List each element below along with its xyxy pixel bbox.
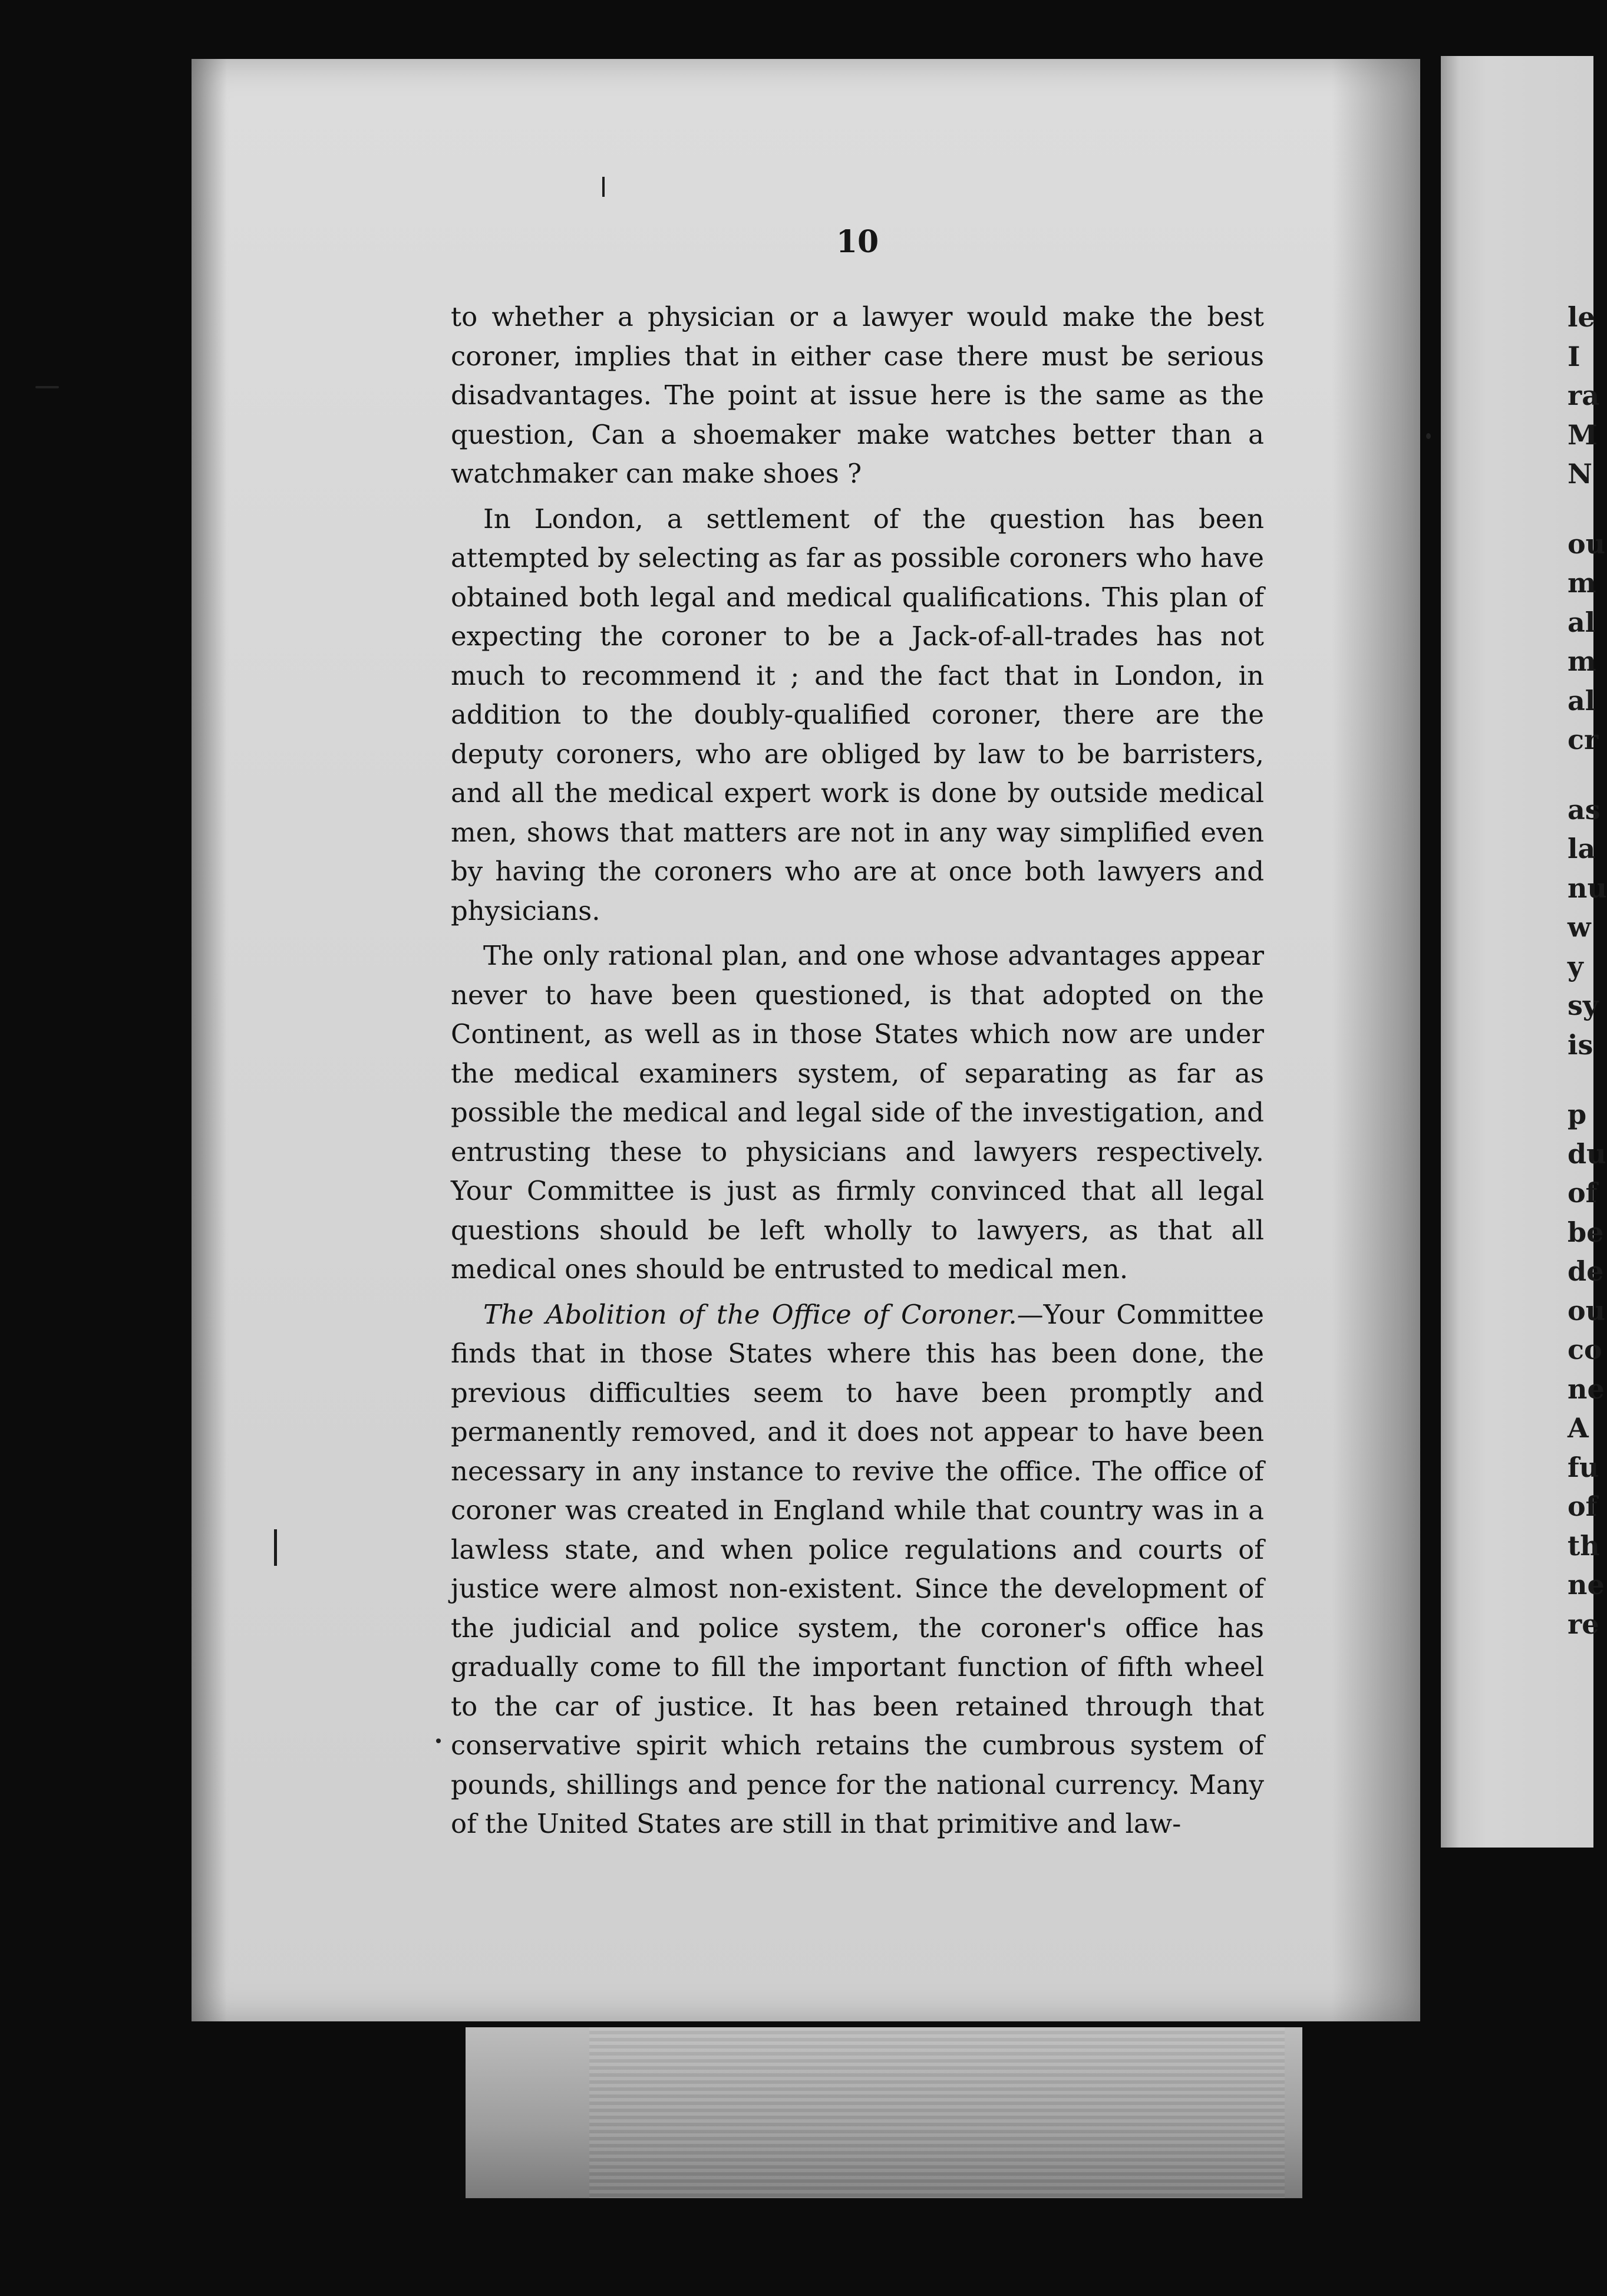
margin-mark [274,1529,277,1566]
paragraph-spacer [451,494,1264,500]
page-gutter-shadow [192,59,227,2021]
margin-mark [602,177,605,197]
facing-page-fragment: A [1568,1412,1589,1444]
facing-page-fragment: le [1568,301,1595,333]
facing-page-text-fragments [1568,298,1607,1644]
facing-page-fragment: M [1568,418,1598,451]
facing-page-fragment: y [1568,950,1583,982]
paragraph-2: In London, a settlement of the question has been attempted by selecting as far as possible coroners who have obtained both legal and medical qualifications. This plan of expecting the coroner to be a Jack-of-all-trades has not much to recommend it ; and the fact that in London, in addition to the doubly-qualified coroner, there are the deputy coroners, who are obliged by law to be barristers, and all the medical expert work is done by outside medical men, shows that matters are not in any way simplified even by having the coroners who are at once both lawyers and physicians. [451,503,1264,926]
facing-page-fragment: du [1568,1137,1606,1170]
facing-page-fragment: re [1568,1608,1599,1640]
scan-speck [436,1739,441,1743]
facing-page-fragment: al [1568,606,1596,638]
facing-page-fragment: ou [1568,527,1606,560]
facing-page-fragment: la [1568,833,1596,865]
facing-page-fragment: al [1568,684,1596,717]
facing-page-fragment: ne [1568,1373,1605,1405]
book-bottom-edge-pages [589,2027,1285,2198]
facing-page-fragment: ou [1568,1294,1606,1327]
paragraph-spacer [451,931,1264,936]
page-edge-shadow [1332,59,1420,2021]
facing-page-fragment: sy [1568,989,1599,1021]
facing-page-fragment: p [1568,1098,1587,1130]
facing-page-fragment: is [1568,1028,1593,1061]
scan-speck [35,386,59,388]
facing-page-fragment: I [1568,340,1580,372]
facing-page-fragment: de [1568,1255,1604,1287]
scan-speck [1426,433,1431,439]
facing-page-fragment: as [1568,793,1601,826]
facing-page-fragment: ra [1568,380,1600,411]
facing-page-fragment: cr [1568,724,1599,756]
facing-page-fragment: th [1568,1529,1600,1562]
body-text [451,298,1264,1844]
facing-page-fragment: m [1568,567,1596,599]
facing-page-fragment: fu [1568,1451,1599,1483]
facing-page-fragment: ne [1568,1569,1605,1601]
paragraph-1: to whether a physician or a lawyer would make the best coroner, implies that in either case there must be serious disadvantages. The point at issue here is the same as the question, Can a shoemaker make watches better than a watchmaker can make shoes ? [451,301,1264,489]
facing-page-fragment: w [1568,911,1591,943]
facing-page-fragment [1568,494,1593,524]
facing-page-fragment: nu [1568,872,1607,904]
facing-page-fragment: of [1568,1177,1598,1209]
paragraph-spacer [451,1289,1264,1295]
facing-page-fragment: co [1568,1334,1602,1365]
facing-page-fragment [1568,760,1593,790]
paragraph-4 [451,1295,1264,1844]
paragraph-4-text: —Your Committee finds that in those States where this has been done, the previous difficulties seem to have been promptly and permanently removed, and it does not appear to have been necessary in any instance to revive the office. The office of coroner was created in England while that country was in a lawless state, and when police regulations and courts of justice were almost non-existent. Since the development of the judicial and police system, the coroner's office has gradually come to fill the important function of fifth wheel to the car of justice. It has been retained through that conservative spirit which retains the cumbrous system of pounds, shillings and pence for the national currency. Many of the United States are still in that primitive and law- [451,1298,1264,1839]
facing-page-fragment: m [1568,645,1596,677]
paragraph-3: The only rational plan, and one whose advantages appear never to have been questioned, is that adopted on the Continent, as well as in those States which now are under the medical examiners system, of separating as far as possible the medical and legal side of the investigation, and entrusting these to physicians and lawyers respectively. Your Committee is just as firmly convinced that all legal questions should be left wholly to lawyers, as that all medical ones should be entrusted to medical men. [451,940,1264,1285]
facing-page-fragment: of [1568,1490,1598,1522]
facing-page-fragment [1568,1064,1593,1095]
page-number: 10 [836,224,879,260]
facing-page-fragment: N [1568,458,1593,490]
section-heading: The Abolition of the Office of Coroner. [483,1298,1017,1330]
facing-page-fragment: be [1568,1216,1604,1248]
